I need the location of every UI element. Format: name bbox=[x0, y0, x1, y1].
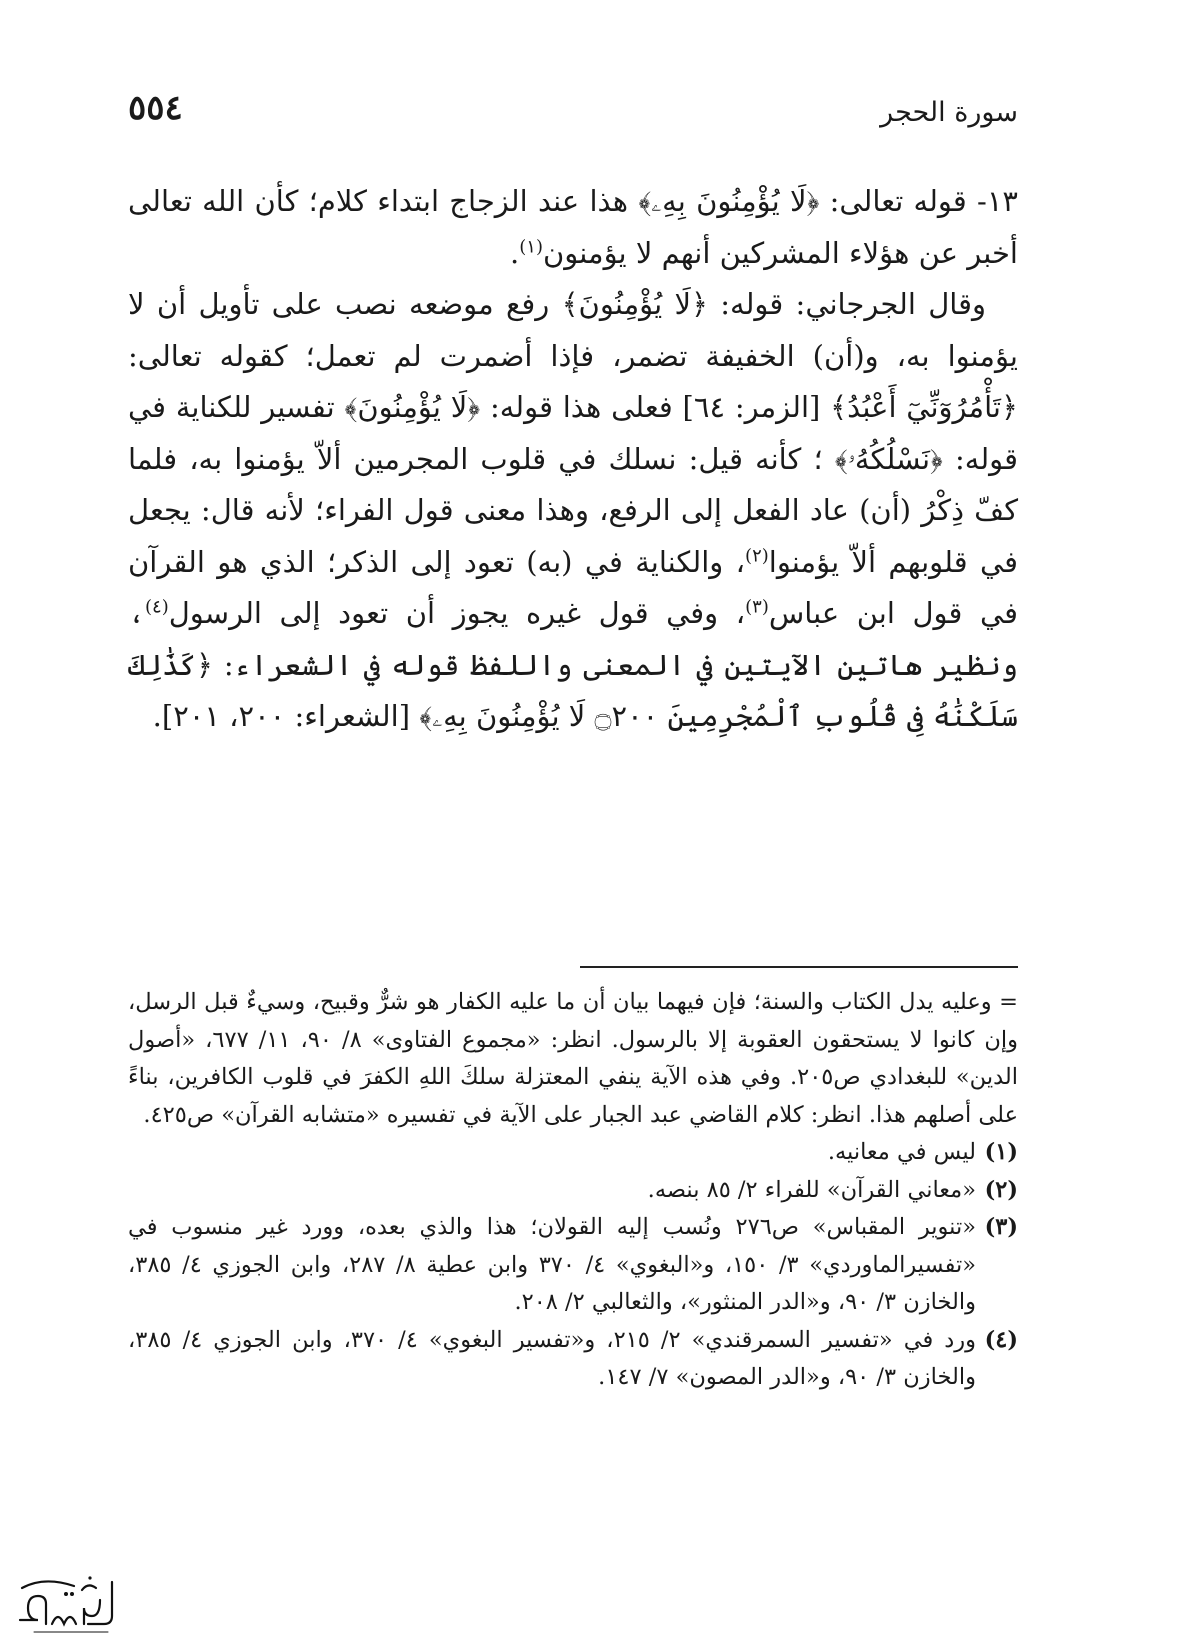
footnote-text: «معاني القرآن» للفراء ٢/ ٨٥ بنصه. bbox=[647, 1176, 976, 1203]
surah-title: سورة الحجر bbox=[880, 97, 1018, 128]
library-stamp-logo bbox=[4, 1570, 124, 1636]
paragraph-2: وقال الجرجاني: قوله: ﴿لَا يُؤْمِنُونَ﴾ رفع موضعه نصب على تأويل أن لا يؤمنوا به، و(أن) الخفيفة تضمر، فإذا أضمرت لم تعمل؛ كقوله تعالى: ﴿تَأْمُرُوٓنِّيٓ أَعْبُدُ﴾ [الزمر: ٦٤] فعلى هذا قوله: ﴿لَا يُؤْمِنُونَ﴾ تفسير للكناية في قوله: ﴿نَسْلُكُهُۥ﴾ ؛ كأنه قيل: نسلك في قلوب المجرمين ألاّ يؤمنوا به، فلما كفّ ذِكْرُ (أن) عاد الفعل إلى الرفع، وهذا معنى قول الفراء؛ لأنه قال: يجعل في قلوبهم ألاّ يؤمنوا$^{(٢)}$، والكناية في (به) تعود إلى الذكر؛ الذي هو القرآن في قول ابن عباس$^{(٣)}$، وفي قول غيره يجوز أن تعود إلى الرسول$^{(٤)}$، ونظير هاتين الآيتين في المعنى واللفظ قوله في الشعراء: ﴿كَذَٰلِكَ سَلَكْنَٰهُ فِى قُلُوبِ ٱلْمُجْرِمِينَ ۝٢٠٠ لَا يُؤْمِنُونَ بِهِۦ﴾ [الشعراء: ٢٠٠، ٢٠١]. bbox=[128, 287, 1018, 733]
footnote-number: (٤) bbox=[984, 1326, 1018, 1353]
footnotes bbox=[128, 984, 1018, 1397]
paragraph-1: ١٣- قوله تعالى: ﴿لَا يُؤْمِنُونَ بِهِۦ﴾ هذا عند الزجاج ابتداء كلام؛ كأن الله تعالى أخبر عن هؤلاء المشركين أنهم لا يؤمنون$^{(١)}$. bbox=[128, 184, 1018, 270]
footnote-text: ليس في معانيه. bbox=[827, 1139, 976, 1165]
footnote-item bbox=[128, 1322, 1018, 1397]
footnote-ref-2[interactable]: (٢) bbox=[745, 544, 769, 566]
footnote-text: ورد في «تفسير السمرقندي» ٢/ ٢١٥، و«تفسير البغوي» ٤/ ٣٧٠، وابن الجوزي ٤/ ٣٨٥، والخازن ٣/ ٩٠، و«الدر المصون» ٧/ ١٤٧. bbox=[128, 1326, 976, 1390]
footnote-ref-4[interactable]: (٤) bbox=[145, 596, 169, 618]
footnote-divider bbox=[580, 966, 1018, 968]
footnote-ref-1[interactable]: (١) bbox=[519, 235, 543, 257]
footnote-item bbox=[128, 1172, 1018, 1210]
footnote-item bbox=[128, 1209, 1018, 1322]
footnote-number: (٢) bbox=[984, 1176, 1018, 1203]
footnote-number: (١) bbox=[984, 1139, 1018, 1165]
page-header bbox=[128, 78, 1018, 128]
footnote-number: (٣) bbox=[984, 1214, 1018, 1240]
main-text bbox=[128, 176, 1018, 743]
footnote-text: «تنوير المقباس» ص٢٧٦ ونُسب إليه القولان؛ هذا والذي بعده، وورد غير منسوب في «تفسيرالماوردي» ٣/ ١٥٠، و«البغوي» ٤/ ٣٧٠ وابن عطية ٨/ ٢٨٧، وابن الجوزي ٤/ ٣٨٥، والخازن ٣/ ٩٠، و«الدر المنثور»، والثعالبي ٢/ ٢٠٨. bbox=[128, 1214, 977, 1315]
footnote-continuation: = وعليه يدل الكتاب والسنة؛ فإن فيهما بيان أن ما عليه الكفار هو شرٌّ وقبيح، وسيءٌ قبل الرسل، وإن كانوا لا يستحقون العقوبة إلا بالرسول. انظر: «مجموع الفتاوى» ٨/ ٩٠، ١١/ ٦٧٧، «أصول الدين» للبغدادي ص٢٠٥. وفي هذه الآية ينفي المعتزلة سلكَ اللهِ الكفرَ في قلوب الكافرين، بناءً على أصلهم هذا. انظر: كلام القاضي عبد الجبار على الآية في تفسيره «متشابه القرآن» ص٤٢٥. bbox=[128, 989, 1019, 1128]
footnote-ref-3[interactable]: (٣) bbox=[745, 596, 769, 618]
page-number: ٥٥٤ bbox=[128, 88, 183, 128]
footnote-item bbox=[128, 1134, 1018, 1172]
